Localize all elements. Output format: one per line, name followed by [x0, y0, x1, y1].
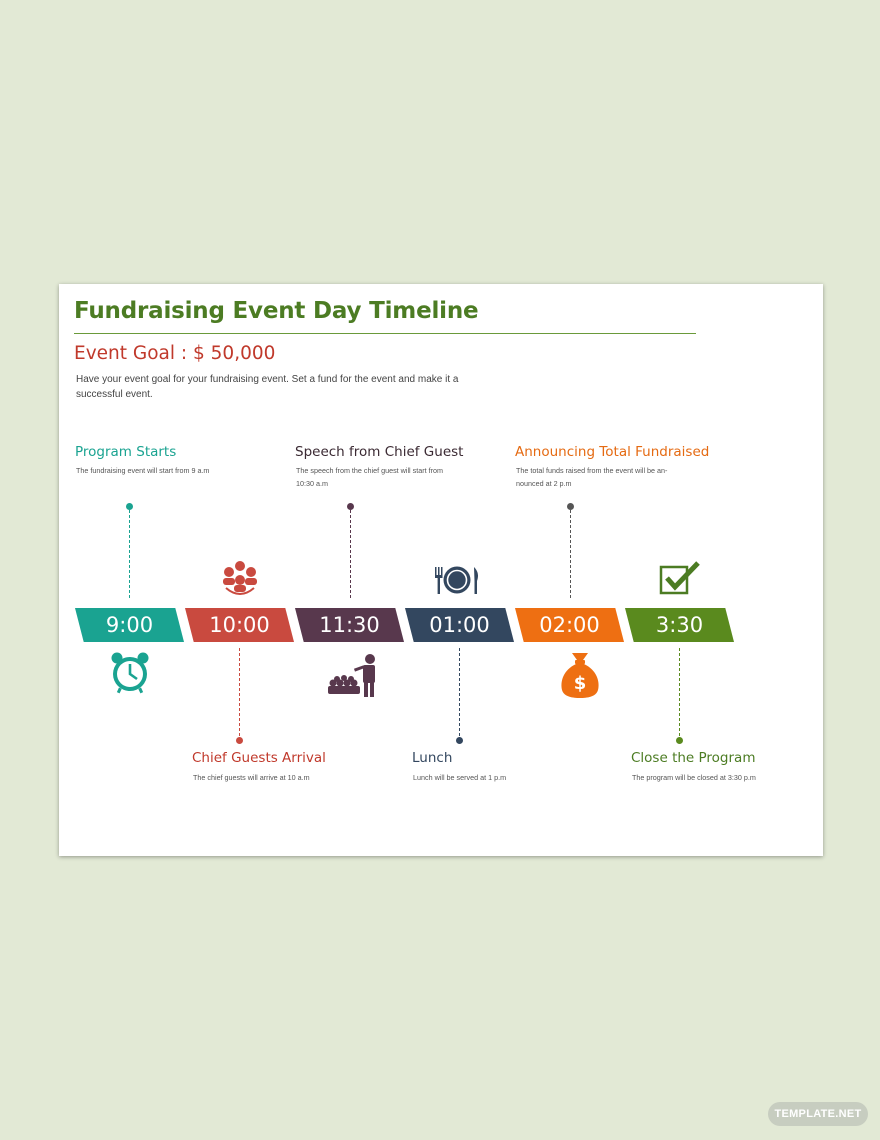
step-title-chief-guests: Chief Guests Arrival: [192, 750, 326, 766]
step-title-announcing: Announcing Total Fundraised: [515, 444, 710, 460]
connector-line-program-starts: [129, 510, 130, 598]
step-desc-speech-line2: 10:30 a.m: [296, 478, 328, 488]
step-desc-chief-guests: The chief guests will arrive at 10 a.m: [193, 773, 310, 782]
connector-line-lunch: [459, 648, 460, 736]
alarm-clock-icon: [110, 652, 150, 694]
money-bag-icon: [559, 650, 601, 700]
page-title: Fundraising Event Day Timeline: [74, 298, 479, 324]
group-icon: [218, 560, 262, 600]
title-divider: [74, 333, 696, 334]
step-desc-announcing-line2: nounced at 2 p.m: [516, 478, 572, 488]
step-desc-lunch: Lunch will be served at 1 p.m: [413, 773, 507, 782]
step-desc-speech-line1: The speech from the chief guest will start from: [296, 466, 444, 475]
event-description: Have your event goal for your fundraising event. Set a fund for the event and make it a successful event.: [76, 374, 459, 400]
connector-line-speech: [350, 510, 351, 598]
connector-dot-close: [676, 737, 683, 744]
step-title-program-starts: Program Starts: [75, 444, 177, 460]
step-desc-speech: [296, 465, 443, 490]
step-title-close: Close the Program: [631, 750, 756, 766]
connector-dot-chief-guests: [236, 737, 243, 744]
connector-dot-lunch: [456, 737, 463, 744]
event-goal: Event Goal : $ 50,000: [74, 343, 276, 364]
checkmark-icon: [658, 560, 702, 596]
connector-dot-announcing: [567, 503, 574, 510]
time-label-0100: 01:00: [429, 613, 490, 637]
connector-dot-speech: [347, 503, 354, 510]
watermark-badge[interactable]: TEMPLATE.NET: [768, 1102, 868, 1126]
time-label-1000: 10:00: [209, 613, 270, 637]
step-desc-announcing-line1: The total funds raised from the event will be an-: [516, 466, 668, 475]
step-desc-announcing: [516, 465, 667, 490]
speaker-audience-icon: [327, 652, 379, 698]
connector-line-close: [679, 648, 680, 736]
connector-dot-program-starts: [126, 503, 133, 510]
plate-cutlery-icon: [433, 565, 481, 597]
time-label-0900: 9:00: [105, 613, 154, 637]
step-title-speech: Speech from Chief Guest: [295, 444, 464, 460]
svg-text:$: $: [573, 673, 587, 694]
step-title-lunch: Lunch: [412, 750, 453, 766]
time-label-0200: 02:00: [539, 613, 600, 637]
time-label-1130: 11:30: [319, 613, 380, 637]
connector-line-chief-guests: [239, 648, 240, 736]
time-label-0330: 3:30: [655, 613, 704, 637]
step-desc-program-starts: The fundraising event will start from 9 a.m: [76, 466, 210, 475]
step-desc-close: The program will be closed at 3:30 p.m: [632, 773, 756, 782]
connector-line-announcing: [570, 510, 571, 598]
timeline-slide: [59, 284, 823, 856]
